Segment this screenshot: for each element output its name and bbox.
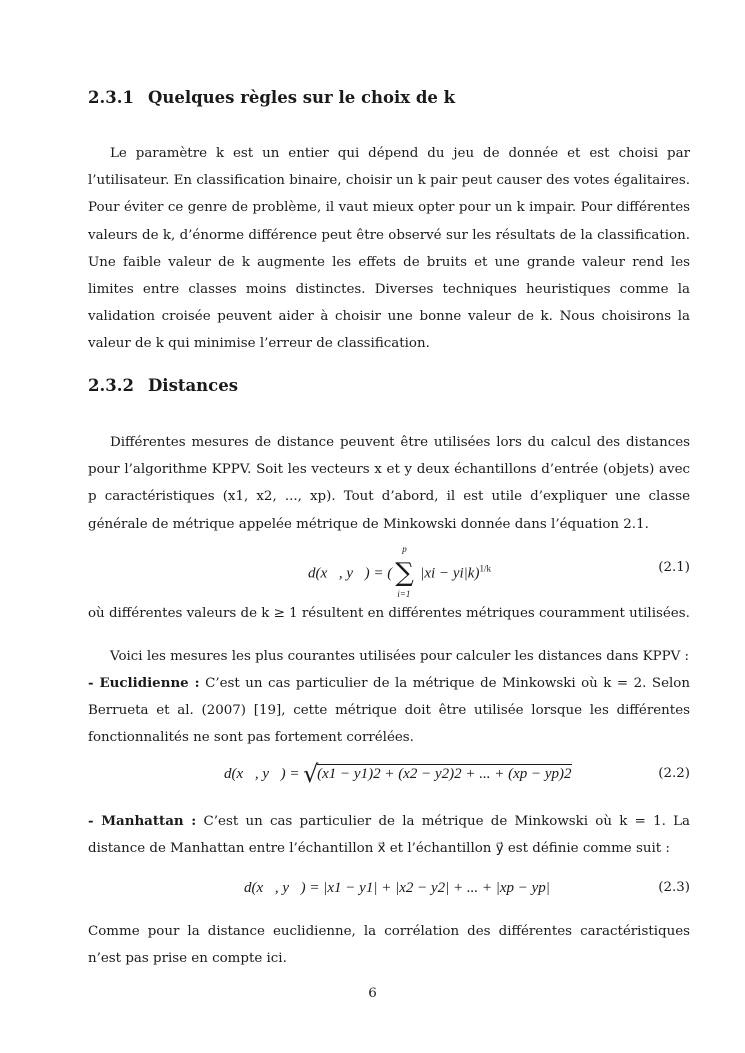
equation-2-2	[88, 760, 690, 796]
section-title: Distances	[148, 376, 239, 395]
paragraph-after-eq1	[88, 600, 690, 627]
paragraph-text: C’est un cas particulier de la métrique de Minkowski où k = 2. Selon Berrueta et al. (2007) [19], cette métrique doit être utilisée lorsque les différentes fonctionnalités ne sont pas fortement corrélées.	[88, 676, 690, 746]
term-manhattan: - Manhattan :	[88, 813, 197, 829]
section-heading-2-3-1	[88, 88, 455, 107]
paragraph-text: C’est un cas particulier de la métrique de Minkowski où k = 1. La distance de Manhattan entre l’échantillon x⃗ et l’échantillon y⃗ est définie comme suit :	[88, 814, 690, 857]
section-title: Quelques règles sur le choix de k	[148, 88, 456, 107]
sum-lower: i=1	[397, 589, 411, 599]
paragraph-distances-intro	[88, 429, 690, 538]
paragraph-closing	[88, 918, 690, 972]
paragraph-manhattan	[88, 808, 690, 862]
equation-tag: (2.3)	[658, 880, 690, 895]
eq1-rhs: |xi − yi|k)	[420, 565, 480, 582]
paragraph-choix-k	[88, 140, 690, 358]
paragraph-text: Voici les mesures les plus courantes utilisées pour calculer les distances dans KPPV :	[110, 649, 690, 664]
paragraph-list-intro	[88, 643, 690, 670]
paragraph-euclidienne	[88, 670, 690, 752]
summation-symbol: ∑ p i=1	[395, 544, 414, 599]
eq2-radicand: (x1 − y1)2 + (x2 − y2)2 + ... + (xp − yp)2	[317, 766, 572, 782]
section-number: 2.3.2	[88, 376, 134, 395]
section-heading-2-3-2	[88, 376, 238, 395]
square-root: √ (x1 − y1)2 + (x2 − y2)2 + ... + (xp − yp)2	[303, 760, 572, 788]
sum-upper: p	[402, 544, 407, 554]
eq2-lhs: d(x⃗, y⃗) =	[224, 766, 300, 782]
equation-tag: (2.1)	[658, 560, 690, 575]
equation-2-3	[88, 880, 690, 910]
section-number: 2.3.1	[88, 88, 134, 107]
page-number: 6	[368, 986, 377, 1001]
eq1-exponent: 1/k	[479, 563, 491, 574]
equation-tag: (2.2)	[658, 766, 690, 781]
paragraph-text: Comme pour la distance euclidienne, la corrélation des différentes caractéristiques n’est pas prise en compte ici.	[88, 924, 690, 967]
term-euclidienne: - Euclidienne :	[88, 675, 200, 691]
paragraph-text: où différentes valeurs de k ≥ 1 résultent en différentes métriques couramment utilisées.	[88, 606, 690, 621]
equation-2-1	[88, 544, 690, 599]
eq3-text: d(x⃗, y⃗) = |x1 − y1| + |x2 − y2| + ... + |xp − yp|	[244, 880, 550, 896]
paragraph-text: Le paramètre k est un entier qui dépend du jeu de donnée et est choisi par l’utilisateur. En classification binaire, choisir un k pair peut causer des votes égalitaires. Pour éviter ce genre de problème, il vaut mieux opter pour un k impair. Pour différentes valeurs de k, d’énorme différence peut être observé sur les résultats de la classification. Une faible valeur de k augmente les effets de bruits et une grande valeur rend les limites entre classes moins distinctes. Diverses techniques heuristiques comme la validation croisée peuvent aider à choisir une bonne valeur de k. Nous choisirons la valeur de k qui minimise l’erreur de classification.	[88, 146, 690, 352]
paragraph-text: Différentes mesures de distance peuvent être utilisées lors du calcul des distances pour l’algorithme KPPV. Soit les vecteurs x et y deux échantillons d’entrée (objets) avec p caractéristiques (x1, x2, ..., xp). Tout d’abord, il est utile d’expliquer une classe générale de métrique appelée métrique de Minkowski donnée dans l’équation 2.1.	[88, 435, 690, 532]
eq1-lhs: d(x⃗, y⃗) = (	[308, 565, 393, 582]
